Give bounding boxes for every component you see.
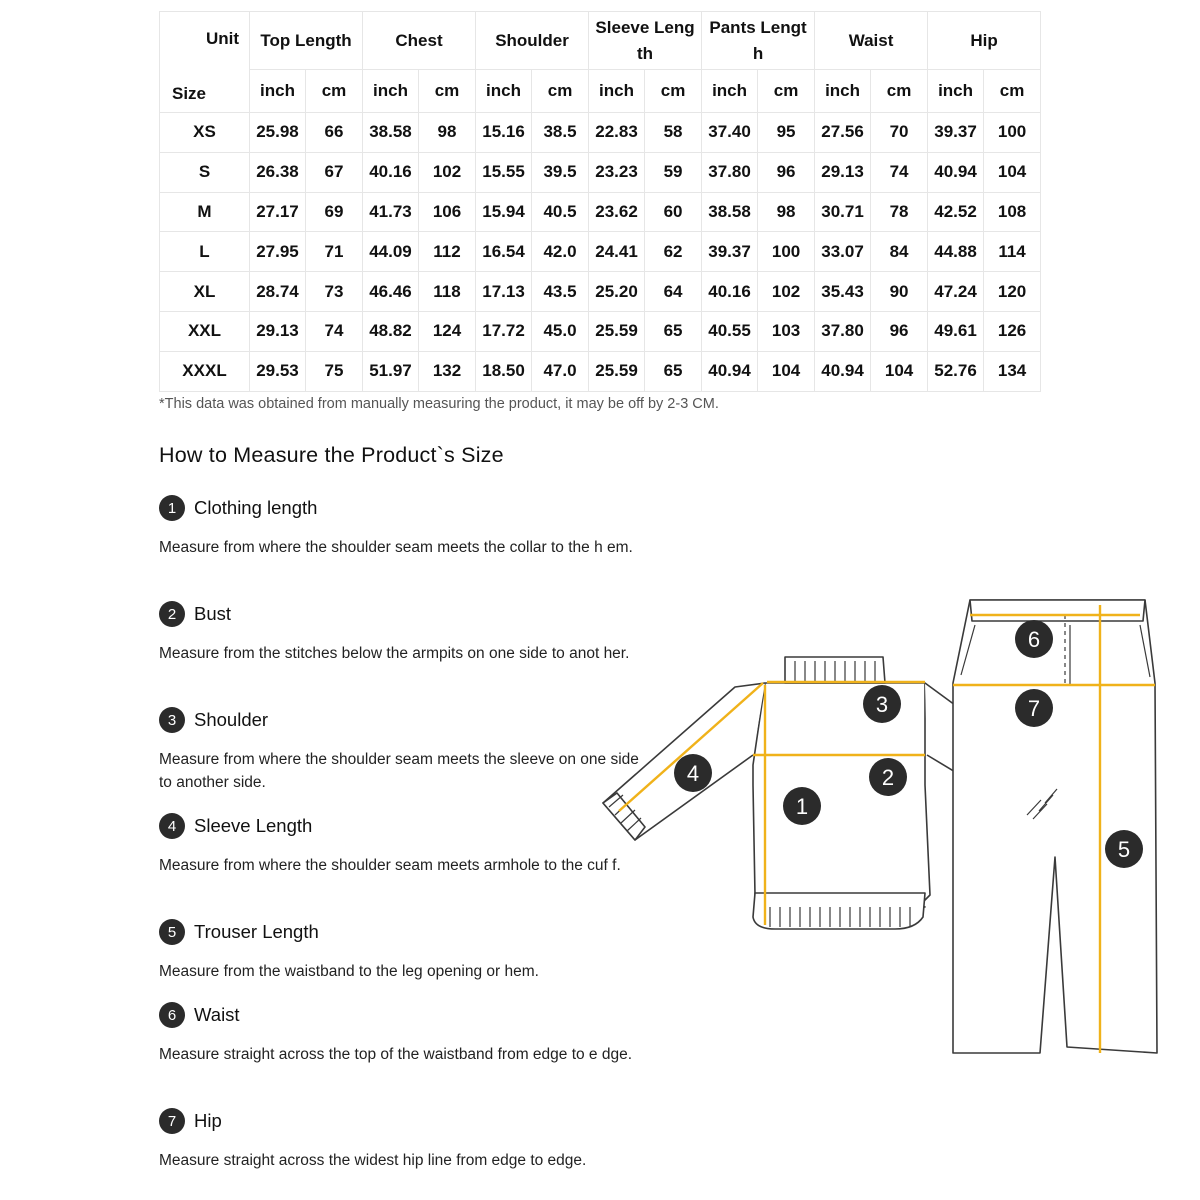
step-number-badge: 7 xyxy=(159,1108,185,1134)
table-cell: 25.20 xyxy=(589,272,645,312)
table-cell: 18.50 xyxy=(476,351,532,391)
table-cell: 40.94 xyxy=(928,152,984,192)
table-cell: 120 xyxy=(984,272,1041,312)
svg-text:7: 7 xyxy=(1027,696,1041,721)
table-cell: 23.23 xyxy=(589,152,645,192)
step-description: Measure from the waistband to the leg opening or hem. xyxy=(159,963,539,980)
table-cell: 84 xyxy=(871,232,928,272)
size-cell: M xyxy=(160,192,250,232)
table-cell: 17.13 xyxy=(476,272,532,312)
size-cell: XL xyxy=(160,272,250,312)
step-name: Sleeve Length xyxy=(194,815,313,836)
svg-text:3: 3 xyxy=(875,692,889,717)
table-row xyxy=(160,272,1041,312)
table-cell: 52.76 xyxy=(928,351,984,391)
step-waist xyxy=(159,1001,649,1066)
table-cell: 65 xyxy=(645,351,702,391)
table-cell: 100 xyxy=(758,232,815,272)
table-cell: 24.41 xyxy=(589,232,645,272)
svg-text:2: 2 xyxy=(881,765,895,790)
table-cell: 29.13 xyxy=(815,152,871,192)
table-cell: 38.5 xyxy=(532,113,589,153)
pants-waistband xyxy=(970,600,1145,621)
table-cell: 25.59 xyxy=(589,311,645,351)
howto-title: How to Measure the Product`s Size xyxy=(159,443,504,467)
table-cell: 108 xyxy=(984,192,1041,232)
table-cell: 126 xyxy=(984,311,1041,351)
table-cell: 22.83 xyxy=(589,113,645,153)
table-cell: 39.5 xyxy=(532,152,589,192)
table-cell: 74 xyxy=(306,311,363,351)
unit-subheader-inch: inch xyxy=(250,70,306,113)
table-cell: 38.58 xyxy=(363,113,419,153)
pants-body xyxy=(953,600,1157,1053)
table-cell: 58 xyxy=(645,113,702,153)
table-cell: 134 xyxy=(984,351,1041,391)
size-cell: XS xyxy=(160,113,250,153)
unit-subheader-inch: inch xyxy=(476,70,532,113)
step-description: Measure from the stitches below the armpits on one side to anot her. xyxy=(159,645,630,662)
marker-3-icon xyxy=(863,685,901,723)
table-cell: 15.55 xyxy=(476,152,532,192)
svg-text:4: 4 xyxy=(686,761,700,786)
marker-1-icon xyxy=(783,787,821,825)
unit-subheader-cm: cm xyxy=(984,70,1041,113)
step-trouser-length xyxy=(159,918,649,983)
unit-subheader-inch: inch xyxy=(815,70,871,113)
table-cell: 29.13 xyxy=(250,311,306,351)
table-cell: 47.0 xyxy=(532,351,589,391)
table-cell: 51.97 xyxy=(363,351,419,391)
unit-subheader-cm: cm xyxy=(532,70,589,113)
table-cell: 30.71 xyxy=(815,192,871,232)
step-name: Trouser Length xyxy=(194,921,319,942)
step-name: Waist xyxy=(194,1004,240,1025)
table-cell: 37.80 xyxy=(702,152,758,192)
unit-subheader-cm: cm xyxy=(645,70,702,113)
unit-subheader-cm: cm xyxy=(419,70,476,113)
table-cell: 64 xyxy=(645,272,702,312)
svg-text:1: 1 xyxy=(795,794,809,819)
column-header-top-length: Top Length xyxy=(250,12,363,70)
size-cell: S xyxy=(160,152,250,192)
step-number-badge: 3 xyxy=(159,707,185,733)
unit-subheader-inch: inch xyxy=(363,70,419,113)
table-cell: 27.95 xyxy=(250,232,306,272)
unit-subheader-cm: cm xyxy=(871,70,928,113)
table-row xyxy=(160,152,1041,192)
table-cell: 47.24 xyxy=(928,272,984,312)
svg-text:6: 6 xyxy=(1027,627,1041,652)
table-cell: 95 xyxy=(758,113,815,153)
table-cell: 60 xyxy=(645,192,702,232)
step-description: Measure straight across the top of the waistband from edge to e dge. xyxy=(159,1046,633,1063)
unit-subheader-inch: inch xyxy=(589,70,645,113)
table-cell: 43.5 xyxy=(532,272,589,312)
table-cell: 103 xyxy=(758,311,815,351)
table-cell: 49.61 xyxy=(928,311,984,351)
table-cell: 40.16 xyxy=(363,152,419,192)
garment-measurement-illustration xyxy=(595,595,1165,1060)
table-cell: 26.38 xyxy=(250,152,306,192)
step-description: Measure from where the shoulder seam meets the collar to the h em. xyxy=(159,539,633,556)
table-cell: 100 xyxy=(984,113,1041,153)
table-cell: 112 xyxy=(419,232,476,272)
step-sleeve-length xyxy=(159,812,649,877)
marker-7-icon xyxy=(1015,689,1053,727)
table-row xyxy=(160,192,1041,232)
table-row xyxy=(160,232,1041,272)
table-cell: 40.94 xyxy=(815,351,871,391)
table-cell: 42.52 xyxy=(928,192,984,232)
table-cell: 118 xyxy=(419,272,476,312)
measurement-note: *This data was obtained from manually measuring the product, it may be off by 2-3 CM. xyxy=(159,396,719,412)
marker-5-icon xyxy=(1105,830,1143,868)
step-name: Hip xyxy=(194,1110,222,1131)
table-cell: 104 xyxy=(758,351,815,391)
column-header-sleeve-length: Sleeve Leng th xyxy=(589,12,702,70)
table-cell: 59 xyxy=(645,152,702,192)
step-number-badge: 2 xyxy=(159,601,185,627)
unit-label: Unit xyxy=(205,29,239,48)
table-cell: 35.43 xyxy=(815,272,871,312)
unit-size-corner-cell xyxy=(160,12,250,113)
table-cell: 15.94 xyxy=(476,192,532,232)
table-cell: 23.62 xyxy=(589,192,645,232)
size-cell: XXXL xyxy=(160,351,250,391)
column-header-waist: Waist xyxy=(815,12,928,70)
step-shoulder xyxy=(159,706,649,794)
table-cell: 98 xyxy=(419,113,476,153)
table-cell: 27.17 xyxy=(250,192,306,232)
table-cell: 44.88 xyxy=(928,232,984,272)
table-cell: 78 xyxy=(871,192,928,232)
step-hip xyxy=(159,1107,649,1172)
table-cell: 42.0 xyxy=(532,232,589,272)
unit-subheader-row xyxy=(160,70,1041,113)
step-bust xyxy=(159,600,649,665)
sweater-hem-rib xyxy=(753,893,925,929)
table-cell: 40.94 xyxy=(702,351,758,391)
size-cell: L xyxy=(160,232,250,272)
table-cell: 74 xyxy=(871,152,928,192)
table-cell: 15.16 xyxy=(476,113,532,153)
table-cell: 39.37 xyxy=(702,232,758,272)
table-cell: 96 xyxy=(871,311,928,351)
table-cell: 44.09 xyxy=(363,232,419,272)
step-description: Measure from where the shoulder seam meets the sleeve on one side to another side. xyxy=(159,751,639,791)
table-row xyxy=(160,351,1041,391)
table-cell: 25.98 xyxy=(250,113,306,153)
table-cell: 65 xyxy=(645,311,702,351)
table-cell: 40.55 xyxy=(702,311,758,351)
table-cell: 102 xyxy=(419,152,476,192)
table-cell: 114 xyxy=(984,232,1041,272)
table-cell: 71 xyxy=(306,232,363,272)
column-header-chest: Chest xyxy=(363,12,476,70)
column-header-pants-length: Pants Lengt h xyxy=(702,12,815,70)
table-cell: 27.56 xyxy=(815,113,871,153)
step-description: Measure straight across the widest hip line from edge to edge. xyxy=(159,1152,587,1169)
table-cell: 73 xyxy=(306,272,363,312)
table-cell: 40.16 xyxy=(702,272,758,312)
table-cell: 41.73 xyxy=(363,192,419,232)
unit-subheader-inch: inch xyxy=(928,70,984,113)
table-cell: 102 xyxy=(758,272,815,312)
table-cell: 25.59 xyxy=(589,351,645,391)
table-cell: 39.37 xyxy=(928,113,984,153)
table-cell: 104 xyxy=(984,152,1041,192)
table-cell: 17.72 xyxy=(476,311,532,351)
step-name: Clothing length xyxy=(194,497,318,518)
step-description: Measure from where the shoulder seam meets armhole to the cuf f. xyxy=(159,857,621,874)
table-cell: 33.07 xyxy=(815,232,871,272)
table-cell: 70 xyxy=(871,113,928,153)
table-cell: 29.53 xyxy=(250,351,306,391)
table-cell: 46.46 xyxy=(363,272,419,312)
table-cell: 124 xyxy=(419,311,476,351)
unit-subheader-cm: cm xyxy=(306,70,363,113)
step-number-badge: 5 xyxy=(159,919,185,945)
column-header-shoulder: Shoulder xyxy=(476,12,589,70)
table-cell: 104 xyxy=(871,351,928,391)
size-chart-table xyxy=(159,11,1041,392)
step-name: Bust xyxy=(194,603,232,624)
step-clothing-length xyxy=(159,494,649,559)
table-cell: 96 xyxy=(758,152,815,192)
table-cell: 67 xyxy=(306,152,363,192)
table-cell: 69 xyxy=(306,192,363,232)
step-number-badge: 6 xyxy=(159,1002,185,1028)
sweater-body xyxy=(753,683,930,907)
step-number-badge: 4 xyxy=(159,813,185,839)
table-cell: 98 xyxy=(758,192,815,232)
table-cell: 16.54 xyxy=(476,232,532,272)
unit-subheader-cm: cm xyxy=(758,70,815,113)
table-cell: 62 xyxy=(645,232,702,272)
size-cell: XXL xyxy=(160,311,250,351)
marker-4-icon xyxy=(674,754,712,792)
step-number-badge: 1 xyxy=(159,495,185,521)
table-cell: 75 xyxy=(306,351,363,391)
table-cell: 48.82 xyxy=(363,311,419,351)
table-cell: 38.58 xyxy=(702,192,758,232)
table-cell: 28.74 xyxy=(250,272,306,312)
marker-2-icon xyxy=(869,758,907,796)
table-cell: 66 xyxy=(306,113,363,153)
table-cell: 132 xyxy=(419,351,476,391)
marker-6-icon xyxy=(1015,620,1053,658)
unit-subheader-inch: inch xyxy=(702,70,758,113)
table-cell: 37.40 xyxy=(702,113,758,153)
column-header-hip: Hip xyxy=(928,12,1041,70)
table-cell: 40.5 xyxy=(532,192,589,232)
step-name: Shoulder xyxy=(194,709,269,730)
table-cell: 106 xyxy=(419,192,476,232)
table-row xyxy=(160,311,1041,351)
table-cell: 90 xyxy=(871,272,928,312)
table-row xyxy=(160,113,1041,153)
table-cell: 37.80 xyxy=(815,311,871,351)
size-label: Size xyxy=(172,84,207,103)
svg-text:5: 5 xyxy=(1117,837,1131,862)
table-cell: 45.0 xyxy=(532,311,589,351)
